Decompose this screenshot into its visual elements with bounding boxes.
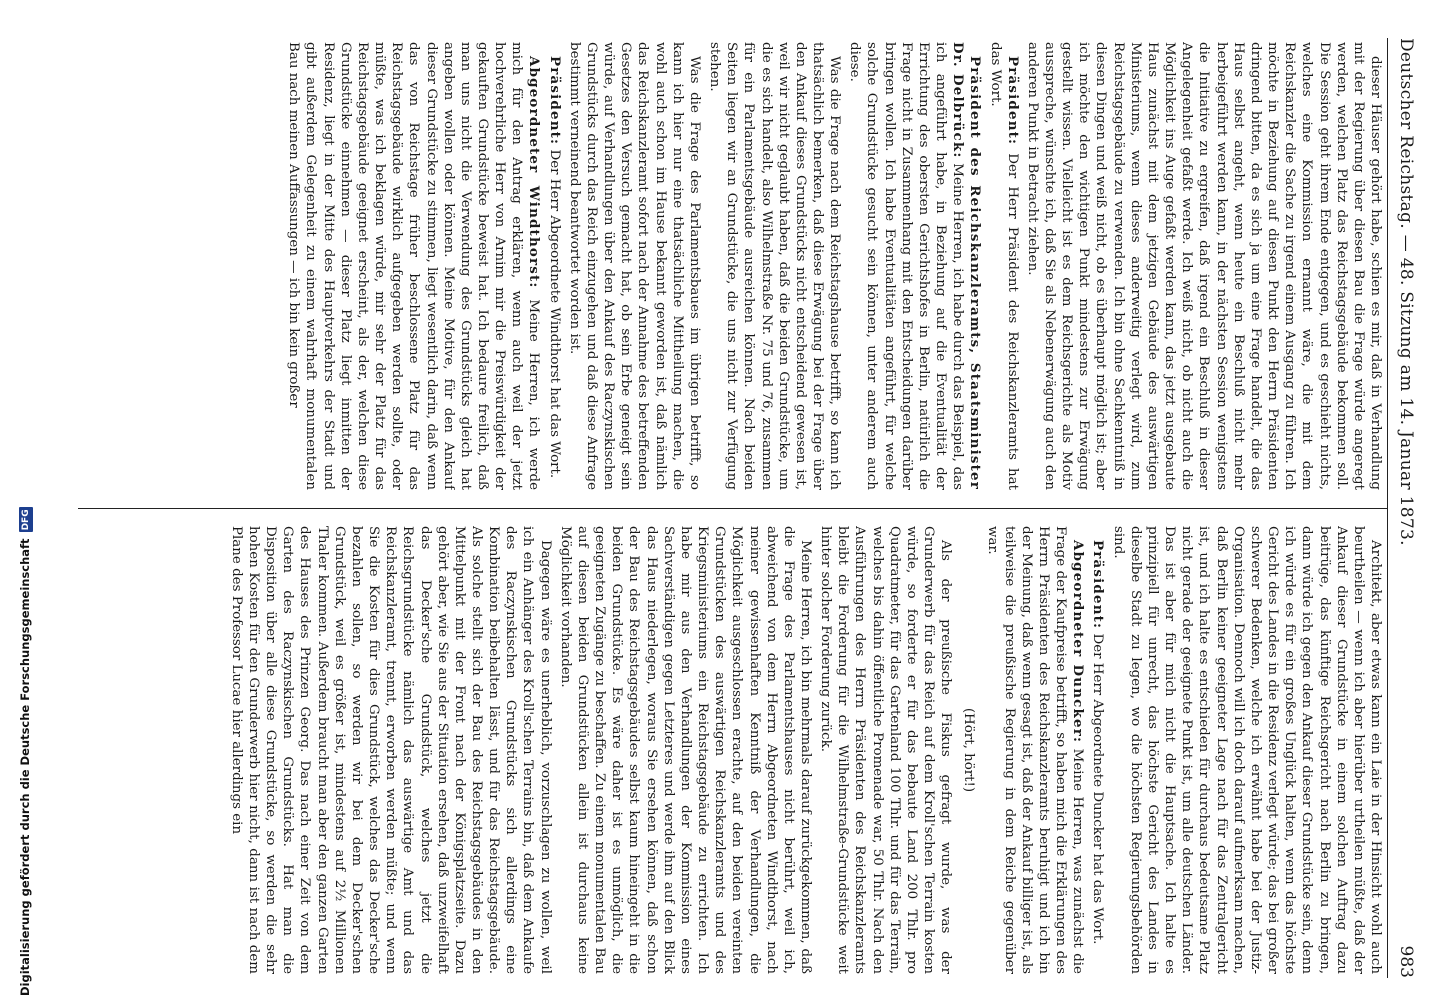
speaker-name: Abgeordneter Windthorst: — [526, 56, 543, 289]
paragraph — [285, 42, 542, 490]
speaker-name: Präsident des Reichskanzleramts, Staatsminister Dr. Delbrück: — [950, 42, 984, 490]
paragraph — [1110, 526, 1385, 974]
left-column — [84, 42, 1384, 490]
paragraph-text: Was die Frage nach dem Reichstagshause betrifft, so kann ich thatsächlich bemerken, daß diese Erwägung bei der Frage über den Ankauf dieses Grundstücks nicht entscheidend gewesen ist, weil wir nicht geglaubt haben, daß die beiden Grundstücke, um die es sich handelt, also Wilhelmstraße Nr. 75 und 76, zusammen für ein Parlamentsgebäude ausreichen können. Nach beiden Seiten liegen wir an Grundstücke, die uns nicht zur Verfügung stehen. — [707, 42, 843, 490]
speaker-name: Präsident: — [1004, 56, 1021, 146]
paragraph-text: Als der preußische Fiskus gefragt wurde, was der Grunderwerb für das Reich auf dem Kroll'schen Terrain kosten würde, so forderte er für das bebaute Land 200 Thlr. pro Quadratmeter, für das Gartenland 100 Thlr. und für das Terrain, welches bis dahin öffentliche Promenade war, 50 Thlr. Nach den Ausführungen des Herrn Präsidenten des Reichskanzleramts bleibt die Forderung für die Wilhelmstraße-Grundstücke weit hinter solcher Forderung zurück. — [818, 526, 954, 974]
speaker-name: Präsident: — [546, 56, 563, 146]
paragraph — [228, 526, 554, 974]
paragraph-text: Der Herr Präsident des Reichskanzleramts hat das Wort. — [987, 42, 1020, 490]
paragraph — [546, 42, 563, 490]
paragraph — [1024, 42, 1384, 490]
column-divider — [78, 508, 1388, 509]
right-column — [84, 526, 1384, 974]
paragraph-text: Dagegen wäre es unerheblich, vorzuschlagen zu wollen, weil ich ein Anhänger des Kroll'schen Terrains bin, daß dem Ankaufe des Raczynskischen Grundstücks sich allerdings eine Kombination beibehalten lässt, und für das Reichstagsgebäude. Als solche stellt sich der Bau des Reichstagsgebäudes in den Mittelpunkt mit der Front nach der Königsplatzseite. Dazu gehört aber, wie Sie aus der Situation ersehen, daß unzweifelhaft das Decker'sche Grundstück, welches jetzt die Reichsgrundstücke nämlich das auswärtige Amt und das Reichskanzleramt, trennt, erworben werden müßte; und wenn Sie die Kosten für dies Grundstück, welches das Decker'sche bezahlen sollen, so werden wir bei dem Decker'schen Grundstück, weil es größer ist, mindestens auf 2½ Millionen Thaler kommen. Außerdem braucht man aber den ganzen Garten des Hauses des Prinzen Georg. Das nach einer Zeit von dem Garten des Raczynskischen Grundstücks. Hat man die Disposition über alle diese Grundstücke, so werden die sehr hohen Kosten für den Grunderwerb hier nicht, dann ist nach dem Plane des Professor Lucae hier allerdings ein — [228, 526, 553, 974]
paragraph — [557, 526, 814, 974]
paragraph-text: Der Herr Abgeordnete Duncker hat das Wort. — [1090, 633, 1106, 945]
paragraph-text: dieser Häuser gehört habe, schien es mir, daß in Verhandlung mit der Regierung über diesen Bau die Frage würde angeregt werden, welchen Platz das Reichstagsgebäude bekommen soll. Die Session geht ihrem Ende entgegen, und es geschieht nichts, welches eine Kommission ernannt wäre, die mit dem Reichskanzler die Sache zu irgend einem Ausgang zu führen. Ich möchte in Beziehung auf diesen Punkt den Herrn Präsidenten dringend bitten, da es sich ja um eine Frage handelt, die das Haus selbst angeht, wenn heute ein Beschluß nicht mehr herbeigeführt werden kann, in der nächsten Session wenigstens die Initiative zu ergreifen, daß irgend ein Beschluß in dieser Angelegenheit gefaßt werde. Ich weiß nicht, ob nicht auch die Möglichkeit ins Auge gefaßt werden kann, das jetzt ausgebaute Haus zunächst mit dem jetzigen Gebäude des auswärtigen Ministeriums, wenn dieses anderweitig verlegt wird, zum Reichstagsgebäude zu verwenden. Ich bin ohne Sachkenntniß in diesen Dingen und weiß nicht, ob es überhaupt möglich ist; aber ich möchte den wichtigen Punkt mindestens zur Erwägung gestellt wissen. Vielleicht ist es dem Reichsgerichte als Motiv ausspreche, wünschte ich, daß Sie als Nebenerwägung auch den anderen Punkt in Betracht ziehen. — [1024, 42, 1383, 490]
paragraph — [1089, 526, 1106, 974]
paragraph — [986, 42, 1020, 490]
page-header — [1394, 38, 1418, 978]
paragraph-text: Meine Herren, ich werde mich für den Antrag erklären, wenn auch weil der jetzt hochverehrliche Herr von Arnim mir die Preiswürdigkeit der gekauften Grundstücke beweist hat. Ich bedaure freilich, daß man uns nicht die Verwendung des Grundstücks gleich hat angeben wollen oder können. Meine Motive, für den Ankauf dieser Grundstücke zu stimmen, liegt wesentlich darin, daß wenn das von Reichstage früher beschlossene Platz für das Reichstagsgebäude wirklich aufgegeben werden sollte, oder müßte, was ich beklagen würde, mir sehr der Platz für das Reichstagsgebäude geeignet erscheint, als der, welchen diese Grundstücke einnehmen — dieser Platz liegt inmitten der Residenz, liegt in der Mitte des Hauptverkehrs der Stadt und gibt außerdem Gelegenheit zu einem wahrhaft monumentalen Bau nach meinen Auffassungen — ich bin kein großer — [286, 42, 542, 490]
speaker-name: Präsident: — [1090, 540, 1107, 630]
rotated-page-content — [73, 38, 1418, 978]
paragraph — [706, 42, 843, 490]
paragraph-text: (Hört, hört!) — [961, 707, 977, 793]
paragraph-text: Architekt, aber etwas kann ein Laie in der Hinsicht wohl auch beurtheilen — wenn ich aber hierüber urtheilen müßte, daß der Ankauf dieser Grundstücke in einem solchen Auftrag dazu beitrüge, das künftige Reichsgericht nach Berlin zu bringen, dann würde ich gegen den Ankauf dieser Grundstücke sein, denn ich würde es für ein großes Unglück halten, wenn das höchste Gericht des Landes in die Residenz verlegt würde; das bei großer schwerer Bedenken, welche ich erwähnt habe bei der Justiz-Organisation. Dennoch will ich doch darauf aufmerksam machen, daß Berlin keiner geeigneter Lage nach für das Zentralgericht ist, und ich halte es entschieden für durchaus bedeutsame Platz nicht gerade der geeignete Punkt ist, um alle deutschen Länder. Das ist aber für mich nicht die Hauptsache. Ich halte es prinzipiell für unrecht, das höchste Gericht des Landes in dieselbe Stadt zu legen, wo die höchsten Regierungsbehörden sind. — [1110, 526, 1383, 974]
paragraph-text: Meine Herren, ich habe durch das Beispiel, das ich angeführt habe, in Beziehung auf die Eventualität der Errichtung des obersten Gerichtshofes in Berlin, natürlich die Frage nicht in Zusammenhang mit den Entscheidungen darüber bringen wollen. Ich habe Eventualitäten angeführt, für welche solche Grundstücke gesucht sein können, unter anderem auch diese. — [847, 42, 966, 490]
paragraph — [960, 526, 977, 974]
paragraph — [846, 42, 983, 490]
running-title: Deutscher Reichstag. — 48. Sitzung am 14. Januar 1873. — [1396, 38, 1416, 546]
page-number: 983 — [1396, 945, 1416, 978]
speaker-name: Abgeordneter Duncker: — [1070, 540, 1087, 744]
paragraph-text: Was die Frage des Parlamentsbaues im übrigen betrifft, so kann ich hier nur eine thatsächliche Mittheilung machen, die wohl auch schon im Hause bekannt geworden ist, daß nämlich das Reichskanzleramt sofort nach der Annahme des betreffenden Gesetzes den Versuch gemacht hat, ob sein Erbe geneigt sein würde, auf Verhandlungen über den Ankauf des Raczynskischen Grundstücks durch das Reich einzugehen und daß diese Anfrage bestimmt verneinend beantwortet worden ist. — [566, 42, 702, 490]
paragraph — [983, 526, 1086, 974]
paragraph-text: Meine Herren, ich bin mehrmals darauf zurückgekommen, daß die Frage des Parlamentshauses nicht berührt, weil ich, abweichend von dem Herrn Abgeordneten Windthorst, nach meiner gewissenhaften Kenntniß der Verhandlungen, die Möglichkeit ausgeschlossen erachte, auf den beiden vereinten Grundstücken des auswärtigen Reichskanzleramts und des Kriegsministeriums ein Reichstagsgebäude zu errichten. Ich habe mir aus den Verhandlungen der Kommission eines Sachverständigen gegen Letzteres und werde ihm auf den Blick das Haus niederlegen, woraus Sie ersehen können, daß schon der Bau des Reichstagsgebäudes selbst kaum hineingeht in die beiden Grundstücke. Es wäre daher ist es unmöglich, die geeigneten Zugänge zu beschaffen. Zu einem monumentalen Bau auf diesen beiden Grundstücken allein ist durchaus keine Möglichkeit vorhanden. — [557, 526, 813, 974]
paragraph — [566, 42, 703, 490]
dfg-logo: DFG — [20, 509, 31, 531]
paragraph-text: Der Herr Abgeordnete Windthorst hat das Wort. — [546, 149, 562, 479]
paragraph-text: Meine Herren, was zunächst die Frage der Kaufpreise betrifft, so haben mich die Erklärungen des Herrn Präsidenten des Reichskanzleramts beruhigt und ich bin der Meinung, daß wenn gesagt ist, daß der Ankauf billiger ist, als teilweise die preußische Regierung in dem Reiche gegenüber war. — [984, 526, 1086, 974]
paragraph — [817, 526, 954, 974]
funding-notice: Digitalisierung gefördert durch die Deutsche Forschungsgemeinschaft DFG — [18, 509, 32, 996]
